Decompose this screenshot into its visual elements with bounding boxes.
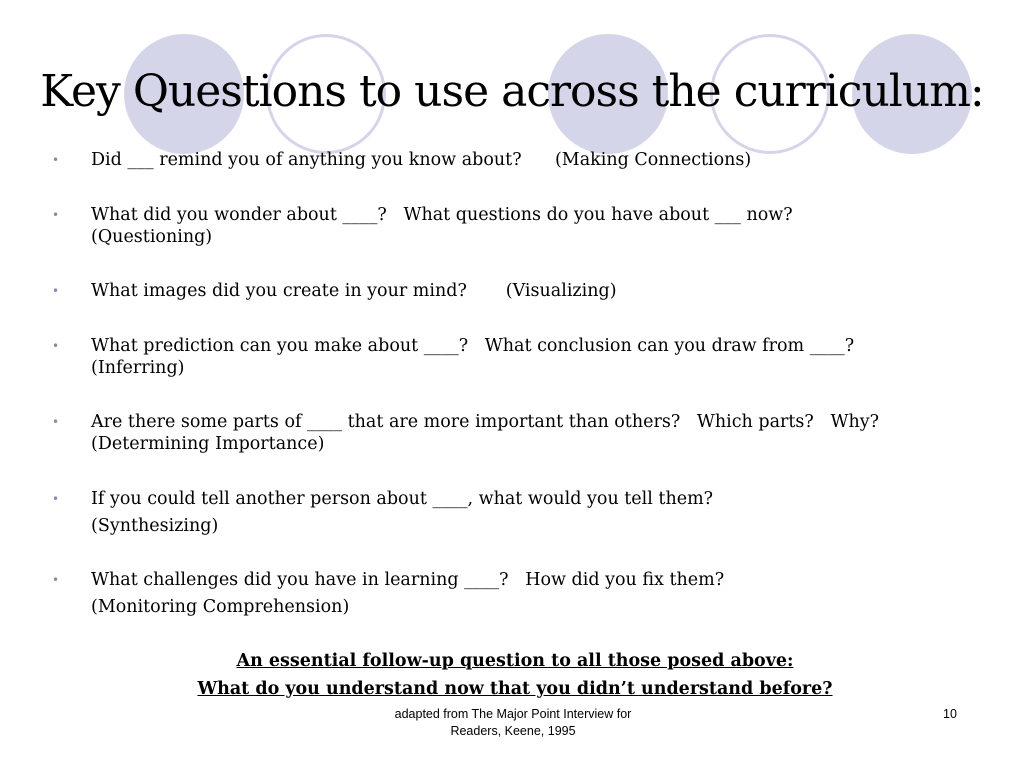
bullet-line: What prediction can you make about ____? What conclusion can you draw from ____? — [91, 336, 855, 356]
bullet-text — [91, 488, 931, 537]
bullet-line: (Inferring) — [91, 358, 185, 378]
bullet-icon: • — [52, 153, 60, 167]
footer-credit-line: adapted from The Major Point Interview for — [394, 707, 632, 721]
bullet-line: What did you wonder about ____? What questions do you have about ___ now? — [91, 205, 793, 225]
footer-credit-line: Readers, Keene, 1995 — [450, 724, 576, 738]
bullet-line: Are there some parts of ____ that are more important than others? Which parts? Why? — [91, 412, 879, 432]
bullet-text — [91, 569, 931, 618]
footer-credit — [363, 706, 663, 740]
bullet-text — [91, 204, 931, 248]
bullet-line: If you could tell another person about ____, what would you tell them? — [91, 489, 714, 509]
slide-title: Key Questions to use across the curriculum: — [40, 66, 984, 117]
bullet-icon: • — [52, 415, 60, 429]
bullet-icon: • — [52, 284, 60, 298]
bullet-icon: • — [52, 208, 60, 222]
bullet-icon: • — [52, 573, 60, 587]
bullet-line: Did ___ remind you of anything you know about? (Making Connections) — [91, 150, 752, 170]
bullet-line: What images did you create in your mind? (Visualizing) — [91, 281, 617, 301]
bullet-line: What challenges did you have in learning ____? How did you fix them? — [91, 570, 725, 590]
bullet-text — [91, 280, 931, 302]
bullet-line: (Synthesizing) — [91, 516, 219, 536]
bullet-text — [91, 335, 931, 379]
bullet-icon: • — [52, 339, 60, 353]
bullet-icon: • — [52, 492, 60, 506]
page-number: 10 — [943, 707, 957, 721]
closing-question: What do you understand now that you didn’t understand before? — [197, 679, 833, 699]
bullet-line: (Monitoring Comprehension) — [91, 597, 350, 617]
bullet-text — [91, 149, 931, 171]
bullet-line: (Questioning) — [91, 227, 213, 247]
closing-question-intro: An essential follow-up question to all those posed above: — [236, 651, 794, 671]
bullet-text — [91, 411, 931, 455]
bullet-line: (Determining Importance) — [91, 434, 325, 454]
